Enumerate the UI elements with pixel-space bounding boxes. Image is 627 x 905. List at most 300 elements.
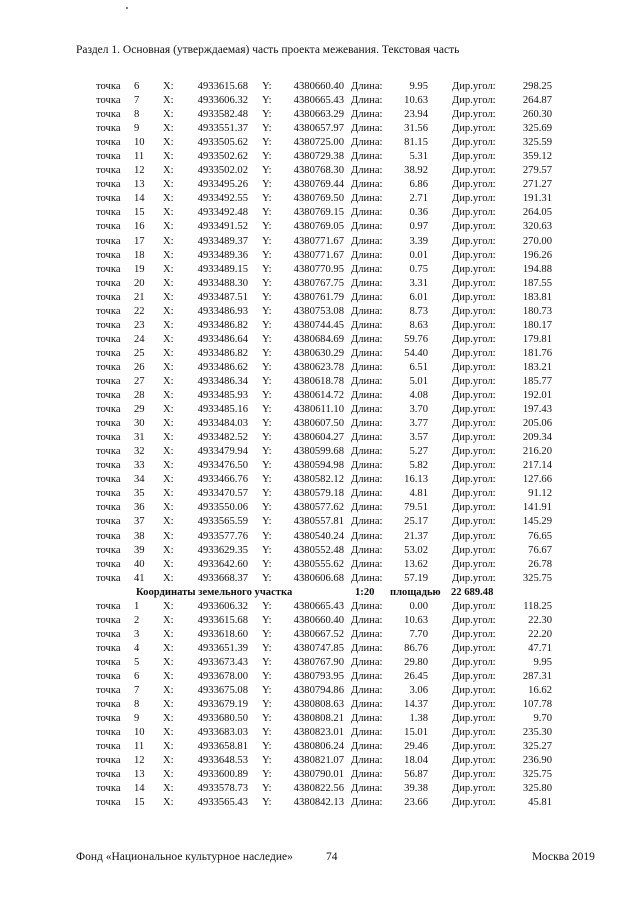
x-label: X: <box>163 614 174 626</box>
length-label: Длина: <box>351 432 383 444</box>
x-value: 4933486.64 <box>197 333 248 345</box>
x-label: X: <box>163 390 174 402</box>
x-label: X: <box>163 530 174 542</box>
table-row <box>0 164 627 178</box>
point-number: 15 <box>134 207 145 219</box>
x-label: X: <box>163 446 174 458</box>
angle-value: 127.66 <box>522 474 552 486</box>
x-value: 4933673.43 <box>197 656 248 668</box>
length-label: Длина: <box>351 656 383 668</box>
point-number: 34 <box>134 474 145 486</box>
x-value: 4933486.82 <box>197 347 248 359</box>
length-label: Длина: <box>351 600 383 612</box>
angle-label: Дир.угол: <box>452 375 496 387</box>
x-label: X: <box>163 235 174 247</box>
length-value: 5.01 <box>409 375 428 387</box>
y-label: Y: <box>262 530 272 542</box>
point-number: 28 <box>134 390 145 402</box>
y-label: Y: <box>262 502 272 514</box>
angle-label: Дир.угол: <box>452 474 496 486</box>
point-number: 22 <box>134 305 145 317</box>
y-value: 4380599.68 <box>293 446 344 458</box>
point-number: 8 <box>134 109 140 121</box>
point-word: точка <box>96 488 121 500</box>
point-word: точка <box>96 263 121 275</box>
angle-label: Дир.угол: <box>452 193 496 205</box>
x-value: 4933678.00 <box>197 670 248 682</box>
length-label: Длина: <box>351 291 383 303</box>
angle-value: 187.55 <box>522 277 552 289</box>
angle-label: Дир.угол: <box>452 699 496 711</box>
angle-label: Дир.угол: <box>452 741 496 753</box>
point-number: 9 <box>134 713 140 725</box>
x-value: 4933479.94 <box>197 446 248 458</box>
x-label: X: <box>163 432 174 444</box>
point-number: 8 <box>134 699 140 711</box>
y-label: Y: <box>262 516 272 528</box>
x-value: 4933577.76 <box>197 530 248 542</box>
table-row <box>0 670 627 684</box>
y-label: Y: <box>262 291 272 303</box>
table-row <box>0 235 627 249</box>
length-label: Длина: <box>351 221 383 233</box>
point-number: 14 <box>134 193 145 205</box>
y-value: 4380768.30 <box>293 165 344 177</box>
x-value: 4933675.08 <box>197 685 248 697</box>
table-row <box>0 473 627 487</box>
length-value: 15.01 <box>404 727 428 739</box>
point-number: 4 <box>134 642 140 654</box>
point-word: точка <box>96 614 121 626</box>
x-label: X: <box>163 179 174 191</box>
angle-label: Дир.угол: <box>452 544 496 556</box>
footer-organization: Фонд «Национальное культурное наследие» <box>76 851 293 863</box>
table-row <box>0 389 627 403</box>
length-label: Длина: <box>351 628 383 640</box>
point-number: 35 <box>134 488 145 500</box>
angle-label: Дир.угол: <box>452 628 496 640</box>
x-value: 4933486.82 <box>197 319 248 331</box>
point-word: точка <box>96 699 121 711</box>
length-value: 6.86 <box>409 179 428 191</box>
length-label: Длина: <box>351 670 383 682</box>
length-label: Длина: <box>351 319 383 331</box>
length-label: Длина: <box>351 333 383 345</box>
x-value: 4933680.50 <box>197 713 248 725</box>
point-word: точка <box>96 347 121 359</box>
point-number: 5 <box>134 656 140 668</box>
length-label: Длина: <box>351 755 383 767</box>
angle-label: Дир.угол: <box>452 713 496 725</box>
y-label: Y: <box>262 572 272 584</box>
x-value: 4933658.81 <box>197 741 248 753</box>
angle-value: 325.69 <box>522 123 552 135</box>
x-value: 4933683.03 <box>197 727 248 739</box>
x-value: 4933615.68 <box>197 81 248 92</box>
point-number: 23 <box>134 319 145 331</box>
y-label: Y: <box>262 432 272 444</box>
x-value: 4933606.32 <box>197 95 248 107</box>
angle-label: Дир.угол: <box>452 670 496 682</box>
y-label: Y: <box>262 305 272 317</box>
angle-value: 325.59 <box>522 137 552 149</box>
table-row <box>0 782 627 796</box>
length-value: 6.51 <box>409 361 428 373</box>
length-label: Длина: <box>351 404 383 416</box>
length-value: 3.70 <box>409 404 428 416</box>
angle-label: Дир.угол: <box>452 432 496 444</box>
angle-value: 180.17 <box>522 319 552 331</box>
table-row <box>0 94 627 108</box>
y-label: Y: <box>262 390 272 402</box>
y-value: 4380747.85 <box>293 642 344 654</box>
angle-label: Дир.угол: <box>452 207 496 219</box>
x-value: 4933487.51 <box>197 291 248 303</box>
y-label: Y: <box>262 642 272 654</box>
point-number: 40 <box>134 558 145 570</box>
x-label: X: <box>163 375 174 387</box>
point-word: точка <box>96 656 121 668</box>
x-value: 4933551.37 <box>197 123 248 135</box>
table-row <box>0 150 627 164</box>
y-value: 4380794.86 <box>293 685 344 697</box>
x-value: 4933648.53 <box>197 755 248 767</box>
x-value: 4933582.48 <box>197 109 248 121</box>
x-label: X: <box>163 769 174 781</box>
point-number: 16 <box>134 221 145 233</box>
x-label: X: <box>163 727 174 739</box>
x-value: 4933486.34 <box>197 375 248 387</box>
length-value: 38.92 <box>404 165 428 177</box>
y-value: 4380611.10 <box>294 404 344 416</box>
length-value: 57.19 <box>404 572 428 584</box>
y-value: 4380660.40 <box>293 614 344 626</box>
length-label: Длина: <box>351 502 383 514</box>
y-label: Y: <box>262 207 272 219</box>
length-label: Длина: <box>351 137 383 149</box>
point-word: точка <box>96 544 121 556</box>
y-value: 4380744.45 <box>293 319 344 331</box>
table-row <box>0 220 627 234</box>
table-row <box>0 501 627 515</box>
point-word: точка <box>96 207 121 219</box>
angle-value: 9.70 <box>533 713 552 725</box>
table-row <box>0 192 627 206</box>
angle-label: Дир.угол: <box>452 319 496 331</box>
x-value: 4933642.60 <box>197 558 248 570</box>
table-row <box>0 291 627 305</box>
angle-value: 141.91 <box>522 502 552 514</box>
y-value: 4380618.78 <box>293 375 344 387</box>
angle-label: Дир.угол: <box>452 305 496 317</box>
y-value: 4380769.05 <box>293 221 344 233</box>
length-value: 5.82 <box>409 460 428 472</box>
length-label: Длина: <box>351 347 383 359</box>
y-label: Y: <box>262 727 272 739</box>
length-value: 25.17 <box>404 516 428 528</box>
y-label: Y: <box>262 783 272 795</box>
x-label: X: <box>163 474 174 486</box>
y-value: 4380582.12 <box>293 474 344 486</box>
point-number: 14 <box>134 783 145 795</box>
length-label: Длина: <box>351 741 383 753</box>
angle-value: 22.20 <box>528 628 552 640</box>
coordinates-table <box>0 80 627 810</box>
angle-value: 181.76 <box>522 347 552 359</box>
point-number: 36 <box>134 502 145 514</box>
point-word: точка <box>96 783 121 795</box>
y-value: 4380767.90 <box>293 656 344 668</box>
table-row <box>0 178 627 192</box>
length-label: Длина: <box>351 460 383 472</box>
x-label: X: <box>163 685 174 697</box>
x-label: X: <box>163 502 174 514</box>
length-value: 13.62 <box>404 558 428 570</box>
point-number: 27 <box>134 375 145 387</box>
angle-value: 194.88 <box>522 263 552 275</box>
length-value: 0.97 <box>409 221 428 233</box>
point-number: 30 <box>134 418 145 430</box>
x-value: 4933484.03 <box>197 418 248 430</box>
angle-label: Дир.угол: <box>452 418 496 430</box>
x-label: X: <box>163 151 174 163</box>
point-word: точка <box>96 418 121 430</box>
y-value: 4380540.24 <box>293 530 344 542</box>
point-word: точка <box>96 277 121 289</box>
y-label: Y: <box>262 109 272 121</box>
x-value: 4933476.50 <box>197 460 248 472</box>
length-label: Длина: <box>351 727 383 739</box>
y-label: Y: <box>262 263 272 275</box>
x-label: X: <box>163 656 174 668</box>
angle-value: 260.30 <box>522 109 552 121</box>
table-row <box>0 459 627 473</box>
table-row <box>0 754 627 768</box>
length-label: Длина: <box>351 783 383 795</box>
length-value: 8.73 <box>409 305 428 317</box>
x-value: 4933578.73 <box>197 783 248 795</box>
angle-value: 76.67 <box>528 544 552 556</box>
point-number: 37 <box>134 516 145 528</box>
point-word: точка <box>96 769 121 781</box>
y-label: Y: <box>262 221 272 233</box>
y-value: 4380614.72 <box>293 390 344 402</box>
x-value: 4933618.60 <box>197 628 248 640</box>
y-value: 4380660.40 <box>293 81 344 92</box>
angle-value: 26.78 <box>528 558 552 570</box>
point-word: точка <box>96 713 121 725</box>
angle-label: Дир.угол: <box>452 572 496 584</box>
point-word: точка <box>96 502 121 514</box>
y-label: Y: <box>262 151 272 163</box>
y-value: 4380753.08 <box>293 305 344 317</box>
point-number: 13 <box>134 769 145 781</box>
page-number: 74 <box>326 851 338 863</box>
angle-label: Дир.угол: <box>452 502 496 514</box>
y-label: Y: <box>262 165 272 177</box>
y-value: 4380577.62 <box>293 502 344 514</box>
length-value: 23.66 <box>404 797 428 809</box>
x-value: 4933488.30 <box>197 277 248 289</box>
point-word: точка <box>96 558 121 570</box>
y-value: 4380623.78 <box>293 361 344 373</box>
point-word: точка <box>96 319 121 331</box>
length-label: Длина: <box>351 418 383 430</box>
point-word: точка <box>96 600 121 612</box>
length-label: Длина: <box>351 572 383 584</box>
angle-label: Дир.угол: <box>452 488 496 500</box>
x-label: X: <box>163 488 174 500</box>
point-word: точка <box>96 741 121 753</box>
x-value: 4933485.93 <box>197 390 248 402</box>
x-label: X: <box>163 713 174 725</box>
point-number: 1 <box>134 600 140 612</box>
point-number: 32 <box>134 446 145 458</box>
x-label: X: <box>163 516 174 528</box>
point-number: 6 <box>134 670 140 682</box>
angle-label: Дир.угол: <box>452 123 496 135</box>
x-value: 4933495.26 <box>197 179 248 191</box>
point-word: точка <box>96 432 121 444</box>
angle-value: 47.71 <box>528 642 552 654</box>
point-word: точка <box>96 291 121 303</box>
y-value: 4380729.38 <box>293 151 344 163</box>
point-word: точка <box>96 460 121 472</box>
x-label: X: <box>163 333 174 345</box>
x-label: X: <box>163 263 174 275</box>
table-row <box>0 375 627 389</box>
angle-label: Дир.угол: <box>452 333 496 345</box>
length-label: Длина: <box>351 165 383 177</box>
y-label: Y: <box>262 235 272 247</box>
length-value: 39.38 <box>404 783 428 795</box>
angle-value: 107.78 <box>522 699 552 711</box>
table-row <box>0 544 627 558</box>
point-word: точка <box>96 516 121 528</box>
table-row <box>0 614 627 628</box>
point-number: 10 <box>134 137 145 149</box>
angle-value: 217.14 <box>522 460 552 472</box>
table-row <box>0 277 627 291</box>
y-label: Y: <box>262 558 272 570</box>
section-scale: 1:20 <box>355 586 375 598</box>
point-word: точка <box>96 404 121 416</box>
x-label: X: <box>163 81 174 92</box>
x-label: X: <box>163 755 174 767</box>
length-value: 4.81 <box>409 488 428 500</box>
x-value: 4933679.19 <box>197 699 248 711</box>
section-heading <box>0 586 627 600</box>
length-value: 3.77 <box>409 418 428 430</box>
x-label: X: <box>163 418 174 430</box>
point-word: точка <box>96 755 121 767</box>
point-number: 9 <box>134 123 140 135</box>
y-value: 4380665.43 <box>293 600 344 612</box>
y-value: 4380767.75 <box>293 277 344 289</box>
point-word: точка <box>96 333 121 345</box>
angle-label: Дир.угол: <box>452 642 496 654</box>
length-label: Длина: <box>351 699 383 711</box>
angle-value: 298.25 <box>522 81 552 92</box>
y-label: Y: <box>262 614 272 626</box>
y-label: Y: <box>262 656 272 668</box>
angle-label: Дир.угол: <box>452 404 496 416</box>
point-number: 19 <box>134 263 145 275</box>
point-word: точка <box>96 797 121 809</box>
y-value: 4380555.62 <box>293 558 344 570</box>
angle-value: 209.34 <box>522 432 552 444</box>
x-value: 4933502.62 <box>197 151 248 163</box>
angle-value: 216.20 <box>522 446 552 458</box>
point-number: 26 <box>134 361 145 373</box>
table-row <box>0 796 627 810</box>
length-value: 8.63 <box>409 319 428 331</box>
y-value: 4380594.98 <box>293 460 344 472</box>
point-number: 33 <box>134 460 145 472</box>
angle-label: Дир.угол: <box>452 235 496 247</box>
table-row <box>0 600 627 614</box>
length-value: 4.08 <box>409 390 428 402</box>
point-number: 39 <box>134 544 145 556</box>
angle-value: 16.62 <box>528 685 552 697</box>
angle-label: Дир.угол: <box>452 347 496 359</box>
y-value: 4380771.67 <box>293 235 344 247</box>
y-value: 4380606.68 <box>293 572 344 584</box>
table-row <box>0 487 627 501</box>
angle-value: 180.73 <box>522 305 552 317</box>
length-label: Длина: <box>351 544 383 556</box>
x-label: X: <box>163 558 174 570</box>
angle-value: 264.87 <box>522 95 552 107</box>
x-label: X: <box>163 291 174 303</box>
y-value: 4380769.44 <box>293 179 344 191</box>
x-value: 4933600.89 <box>197 769 248 781</box>
y-value: 4380823.01 <box>293 727 344 739</box>
y-label: Y: <box>262 544 272 556</box>
length-value: 10.63 <box>404 614 428 626</box>
length-label: Длина: <box>351 151 383 163</box>
y-label: Y: <box>262 418 272 430</box>
x-label: X: <box>163 628 174 640</box>
x-value: 4933486.62 <box>197 361 248 373</box>
y-value: 4380604.27 <box>293 432 344 444</box>
angle-label: Дир.угол: <box>452 446 496 458</box>
length-label: Длина: <box>351 207 383 219</box>
angle-label: Дир.угол: <box>452 361 496 373</box>
y-label: Y: <box>262 404 272 416</box>
angle-value: 76.65 <box>528 530 552 542</box>
page-header: Раздел 1. Основная (утверждаемая) часть проекта межевания. Текстовая часть <box>76 44 460 56</box>
length-value: 0.36 <box>409 207 428 219</box>
length-label: Длина: <box>351 685 383 697</box>
angle-value: 192.01 <box>522 390 552 402</box>
point-number: 7 <box>134 95 140 107</box>
point-number: 13 <box>134 179 145 191</box>
angle-label: Дир.угол: <box>452 460 496 472</box>
y-label: Y: <box>262 319 272 331</box>
points-list-a <box>0 80 627 586</box>
y-value: 4380684.69 <box>293 333 344 345</box>
table-row <box>0 347 627 361</box>
angle-value: 45.81 <box>528 797 552 809</box>
angle-label: Дир.угол: <box>452 221 496 233</box>
angle-label: Дир.угол: <box>452 755 496 767</box>
angle-label: Дир.угол: <box>452 109 496 121</box>
length-label: Длина: <box>351 558 383 570</box>
length-label: Длина: <box>351 797 383 809</box>
x-label: X: <box>163 165 174 177</box>
length-label: Длина: <box>351 81 383 92</box>
